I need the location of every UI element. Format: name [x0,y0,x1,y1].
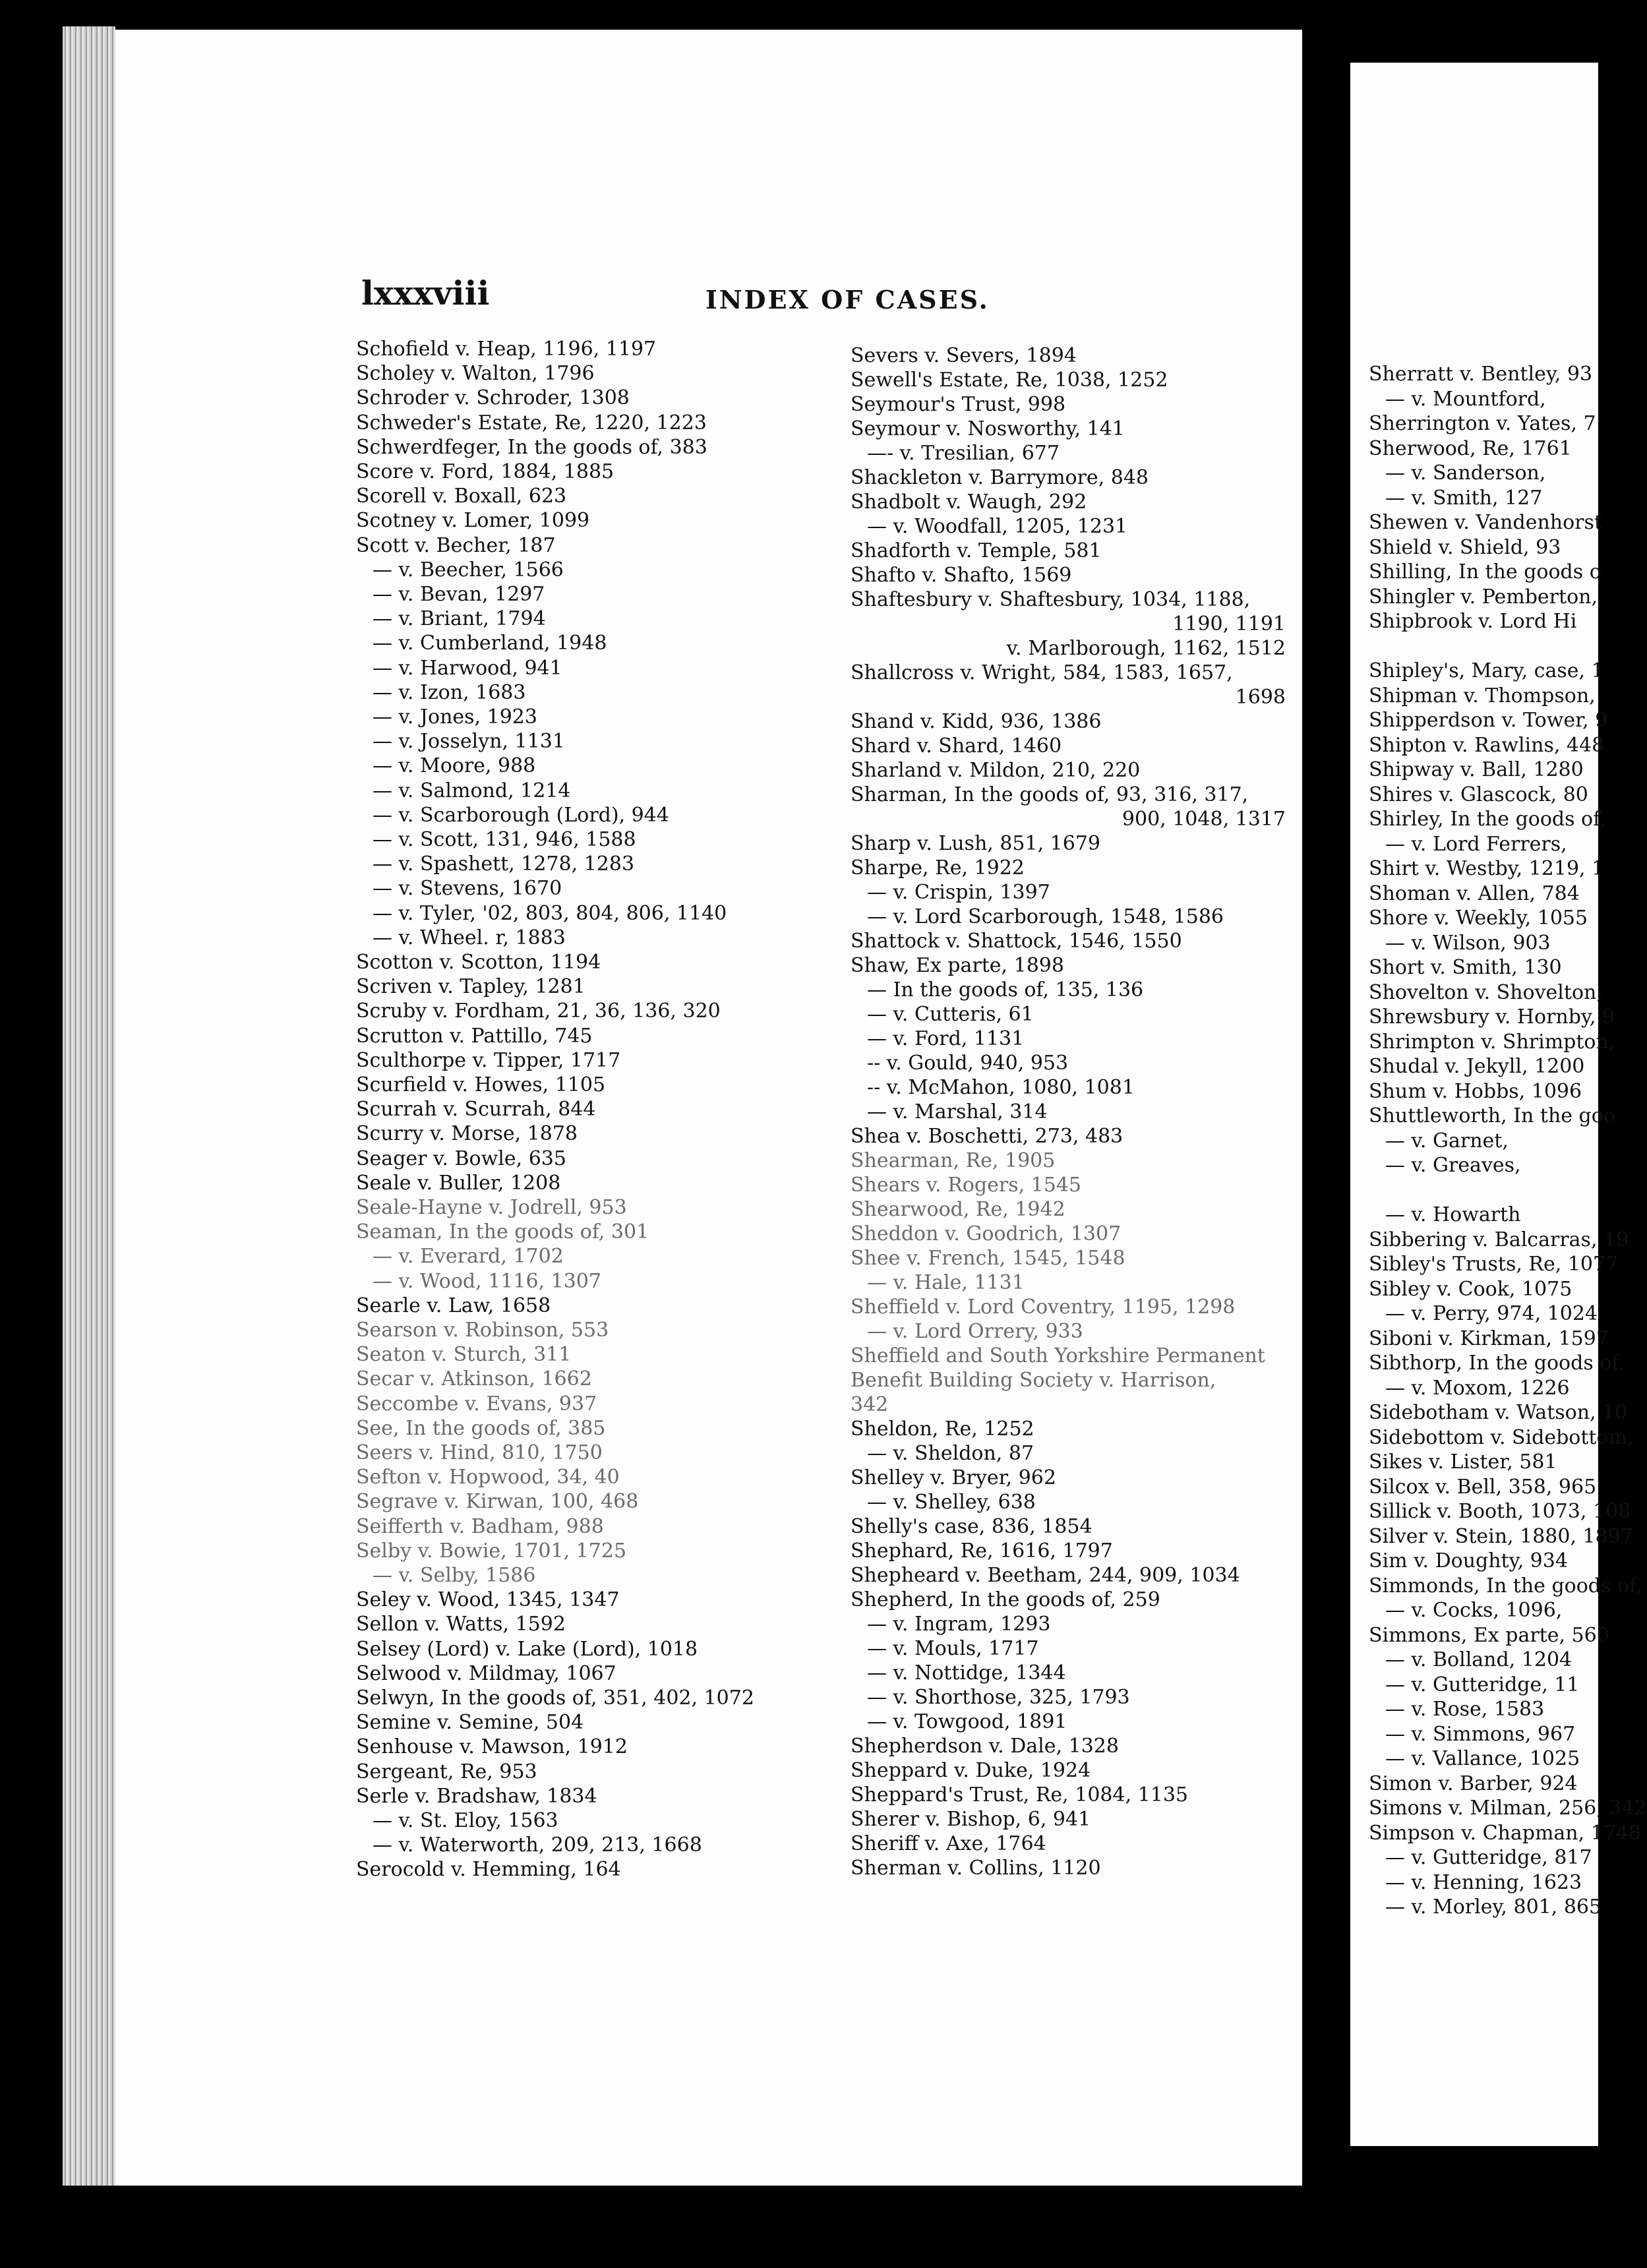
index-entry: Shand v. Kidd, 936, 1386 [851,710,1102,733]
index-entry: Shrimpton v. Shrimpton, [1369,1030,1615,1054]
index-entry: Shudal v. Jekyll, 1200 [1369,1055,1585,1078]
index-entry: Shears v. Rogers, 1545 [851,1174,1082,1197]
index-entry: — v. Perry, 974, 1024 [1385,1302,1598,1325]
index-entry: Seale v. Buller, 1208 [356,1171,561,1195]
index-entry: — v. Morley, 801, 865 [1385,1895,1602,1919]
index-entry: — v. Mountford, [1385,387,1546,411]
scan-border [0,2186,1598,2268]
index-entry: Shuttleworth, In the goo [1369,1104,1615,1127]
index-entry: Shipbrook v. Lord Hi [1369,610,1577,633]
index-entry: Sheffield and South Yorkshire Permanent [851,1344,1265,1367]
index-entry: Shipman v. Thompson, [1369,684,1596,707]
index-entry: Shum v. Hobbs, 1096 [1369,1079,1582,1103]
index-entry: — v. Towgood, 1891 [867,1710,1067,1733]
index-entry: Sibthorp, In the goods of, [1369,1352,1625,1375]
index-entry: Shepheard v. Beetham, 244, 909, 1034 [851,1564,1240,1587]
index-entry: — v. Bolland, 1204 [1385,1648,1572,1671]
index-entry: — v. Smith, 127 [1385,486,1543,510]
index-entry: — v. St. Eloy, 1563 [373,1809,558,1832]
index-entry: Scurfield v. Howes, 1105 [356,1073,606,1096]
index-entry: Sewell's Estate, Re, 1038, 1252 [851,369,1168,392]
index-entry: Shard v. Shard, 1460 [851,734,1062,758]
index-entry: — v. Lord Scarborough, 1548, 1586 [867,905,1224,928]
index-entry: Shelly's case, 836, 1854 [851,1515,1093,1538]
index-entry: Sheppard's Trust, Re, 1084, 1135 [851,1783,1189,1806]
index-entry: Scotton v. Scotton, 1194 [356,951,601,974]
index-entry: Shore v. Weekly, 1055 [1369,907,1588,930]
index-entry: Scorell v. Boxall, 623 [356,485,567,508]
index-entry: — v. Tyler, '02, 803, 804, 806, 1140 [373,901,727,925]
index-entry: Simmonds, In the goods of, [1369,1574,1642,1597]
index-entry: Semine v. Semine, 504 [356,1711,584,1735]
index-entry: Shafto v. Shafto, 1569 [851,564,1072,587]
index-entry: — v. Mouls, 1717 [867,1637,1039,1660]
index-entry: Severs v. Severs, 1894 [851,344,1077,367]
index-entry: Sharpe, Re, 1922 [851,856,1025,880]
index-entry: — v. Gutteridge, 11 [1385,1673,1580,1696]
index-entry: Schweder's Estate, Re, 1220, 1223 [356,411,707,434]
index-entry: Sheffield v. Lord Coventry, 1195, 1298 [851,1296,1236,1319]
index-entry: Simpson v. Chapman, 1748 [1369,1821,1642,1845]
index-entry: Searle v. Law, 1658 [356,1294,551,1317]
index-entry: Scurrah v. Scurrah, 844 [356,1098,596,1121]
index-entry: — v. Howarth [1385,1203,1521,1226]
index-entry: Schofield v. Heap, 1196, 1197 [356,338,657,361]
index-entry: Shee v. French, 1545, 1548 [851,1247,1125,1270]
index-entry: — v. Selby, 1586 [373,1564,536,1587]
index-entry: Shearwood, Re, 1942 [851,1198,1065,1221]
index-entry: Shallcross v. Wright, 584, 1583, 1657, [851,661,1233,684]
index-entry: Seymour v. Nosworthy, 141 [851,417,1125,440]
index-entry: Shelley v. Bryer, 962 [851,1466,1056,1489]
index-entry: Shires v. Glascock, 80 [1369,783,1588,806]
index-entry: Sculthorpe v. Tipper, 1717 [356,1048,621,1072]
index-entry: Silcox v. Bell, 358, 965 [1369,1475,1597,1499]
index-entry: Seaton v. Sturch, 311 [356,1343,572,1367]
index-entry: Shingler v. Pemberton, [1369,585,1598,609]
index-entry: — v. Cocks, 1096, [1385,1599,1563,1622]
index-entry: — v. Harwood, 941 [373,656,562,680]
index-entry: — v. Wheel. r, 1883 [373,926,566,949]
index-entry: Short v. Smith, 130 [1369,956,1562,979]
index-entry: Score v. Ford, 1884, 1885 [356,460,614,483]
index-entry: Seale-Hayne v. Jodrell, 953 [356,1196,627,1219]
index-entry: Scotney v. Lomer, 1099 [356,509,590,533]
index-entry: Scurry v. Morse, 1878 [356,1122,578,1146]
index-entry: — v. Marshal, 314 [867,1100,1048,1123]
index-entry: Scriven v. Tapley, 1281 [356,975,585,999]
index-entry: — v. Wilson, 903 [1385,931,1551,955]
index-entry: — v. Stevens, 1670 [373,877,562,901]
index-entry: Sidebotham v. Watson, 10 [1369,1401,1628,1424]
index-entry: Sefton v. Hopwood, 34, 40 [356,1466,620,1489]
index-entry: Sim v. Doughty, 934 [1369,1549,1568,1572]
index-entry: Secar v. Atkinson, 1662 [356,1367,592,1391]
index-entry: Sheddon v. Goodrich, 1307 [851,1222,1122,1245]
index-entry: Sheldon, Re, 1252 [851,1418,1034,1441]
index-entry: Sharland v. Mildon, 210, 220 [851,759,1141,782]
index-entry: Segrave v. Kirwan, 100, 468 [356,1490,639,1514]
index-entry: Schwerdfeger, In the goods of, 383 [356,435,707,459]
index-entry: Shepherdson v. Dale, 1328 [851,1735,1119,1758]
adjacent-page [1350,63,1647,2146]
index-entry: — v. Lord Orrery, 933 [867,1320,1083,1343]
index-entry: — v. Garnet, [1385,1129,1509,1152]
index-page [115,30,1302,2186]
index-entry: Simons v. Milman, 256, 342 [1369,1797,1647,1820]
index-entry: — v. Gutteridge, 817 [1385,1846,1592,1869]
index-entry: Seers v. Hind, 810, 1750 [356,1441,603,1464]
index-entry: — v. Bevan, 1297 [373,583,545,606]
index-entry: Shewen v. Vandenhorst [1369,511,1602,534]
index-entry: Shaw, Ex parte, 1898 [851,954,1064,977]
index-entry: -- v. McMahon, 1080, 1081 [867,1076,1135,1099]
index-entry: Selwood v. Mildmay, 1067 [356,1661,616,1685]
index-entry: Benefit Building Society v. Harrison, [851,1369,1216,1392]
index-entry: — v. Jones, 1923 [373,705,537,729]
index-entry: Searson v. Robinson, 553 [356,1319,609,1342]
index-entry: Shackleton v. Barrymore, 848 [851,466,1149,489]
index-entry: Shipton v. Rawlins, 448 [1369,733,1605,757]
index-entry: — v. Vallance, 1025 [1385,1747,1580,1770]
index-entry: Shea v. Boschetti, 273, 483 [851,1125,1123,1148]
index-entry: Sheriff v. Axe, 1764 [851,1832,1046,1855]
index-entry: — v. Everard, 1702 [373,1245,564,1268]
index-entry: Shovelton v. Shovelton, [1369,980,1603,1004]
index-entry: 1698 [1235,686,1286,709]
index-entry: — v. Briant, 1794 [373,607,546,631]
index-entry: Scrutton v. Pattillo, 745 [356,1024,593,1048]
index-entry: Sidebottom v. Sidebottom, [1369,1425,1634,1449]
index-entry: — v. Cumberland, 1948 [373,632,607,655]
index-entry: — v. Ford, 1131 [867,1027,1025,1050]
index-entry: v. Marlborough, 1162, 1512 [1006,637,1286,660]
index-entry: Serocold v. Hemming, 164 [356,1858,621,1882]
index-entry: — v. Cutteris, 61 [867,1003,1034,1026]
index-entry: — v. Moxom, 1226 [1385,1376,1570,1400]
index-entry: — v. Shorthose, 325, 1793 [867,1686,1130,1709]
index-entry: Shrewsbury v. Hornby, 9 [1369,1005,1615,1029]
index-entry: Shearman, Re, 1905 [851,1149,1056,1172]
index-entry: — v. Hale, 1131 [867,1271,1025,1294]
index-entry: Simmons, Ex parte, 560 [1369,1623,1609,1647]
index-entry: Sellon v. Watts, 1592 [356,1613,566,1636]
index-entry: Shaftesbury v. Shaftesbury, 1034, 1188, [851,588,1251,611]
index-entry: Siboni v. Kirkman, 1597 [1369,1327,1609,1350]
index-entry: Shepherd, In the goods of, 259 [851,1588,1160,1611]
index-entry: Sergeant, Re, 953 [356,1760,537,1783]
index-entry: Sheppard v. Duke, 1924 [851,1759,1091,1782]
index-entry: Simon v. Barber, 924 [1369,1772,1578,1795]
index-entry: Sibley v. Cook, 1075 [1369,1277,1572,1301]
index-entry: 342 [851,1393,889,1416]
index-entry: Seccombe v. Evans, 937 [356,1392,597,1416]
index-entry: Schroder v. Schroder, 1308 [356,386,630,410]
index-entry: Sherratt v. Bentley, 93 [1369,363,1593,386]
index-entry: — v. Nottidge, 1344 [867,1661,1066,1685]
index-entry: Sharman, In the goods of, 93, 316, 317, [851,783,1249,806]
index-entry: — In the goods of, 135, 136 [867,978,1144,1001]
index-entry: — v. Rose, 1583 [1385,1698,1545,1721]
index-entry: Shadforth v. Temple, 581 [851,539,1102,562]
index-entry: — v. Henning, 1623 [1385,1870,1582,1894]
index-entry: Sikes v. Lister, 581 [1369,1450,1557,1474]
index-entry: Scruby v. Fordham, 21, 36, 136, 320 [356,1000,721,1023]
index-entry: Shield v. Shield, 93 [1369,535,1561,559]
page-title: INDEX OF CASES. [705,285,990,314]
index-entry: —- v. Tresilian, 677 [867,442,1060,465]
index-entry: — v. Scott, 131, 946, 1588 [373,828,636,851]
page-folio: lxxxviii [361,274,490,313]
index-entry: Sibley's Trusts, Re, 1077 [1369,1253,1619,1276]
index-entry: — v. Sanderson, [1385,462,1546,485]
index-entry: Shipley's, Mary, case, 1 [1369,659,1604,682]
index-entry: — v. Shelley, 638 [867,1491,1036,1514]
index-entry: Selby v. Bowie, 1701, 1725 [356,1539,627,1563]
index-entry: Sibbering v. Balcarras, 19 [1369,1228,1629,1251]
index-entry: Shirt v. Westby, 1219, 1 [1369,857,1605,880]
index-entry: Serle v. Bradshaw, 1834 [356,1784,597,1808]
index-entry: — v. Beecher, 1566 [373,558,564,582]
index-entry: Scott v. Becher, 187 [356,533,556,557]
index-entry: — v. Spashett, 1278, 1283 [373,852,635,876]
index-entry: Shipway v. Ball, 1280 [1369,758,1584,781]
index-entry: Shattock v. Shattock, 1546, 1550 [851,930,1182,953]
index-entry: Sherer v. Bishop, 6, 941 [851,1808,1091,1831]
index-entry: Seaman, In the goods of, 301 [356,1220,649,1244]
index-entry: — v. Lord Ferrers, [1385,832,1567,856]
index-entry: — v. Woodfall, 1205, 1231 [867,515,1128,538]
index-entry: — v. Moore, 988 [373,754,536,778]
index-entry: Silver v. Stein, 1880, 1897 [1369,1524,1633,1548]
index-entry: 900, 1048, 1317 [1122,808,1286,831]
index-entry: Shephard, Re, 1616, 1797 [851,1539,1113,1563]
index-entry: Shoman v. Allen, 784 [1369,881,1580,905]
index-entry: — v. Sheldon, 87 [867,1442,1034,1465]
index-entry: -- v. Gould, 940, 953 [867,1052,1069,1075]
index-entry: Selwyn, In the goods of, 351, 402, 1072 [356,1686,754,1710]
index-entry: Selsey (Lord) v. Lake (Lord), 1018 [356,1637,698,1661]
index-entry: Sherrington v. Yates, 7 [1369,412,1596,435]
index-entry: 1190, 1191 [1172,612,1286,636]
index-entry: Shadbolt v. Waugh, 292 [851,491,1087,514]
index-entry: — v. Waterworth, 209, 213, 1668 [373,1834,702,1857]
book-spine-edge [63,26,115,2186]
index-entry: Sillick v. Booth, 1073, 108 [1369,1500,1631,1523]
index-entry: — v. Josselyn, 1131 [373,730,565,754]
index-entry: — v. Izon, 1683 [373,680,526,704]
index-entry: Seager v. Bowle, 635 [356,1147,566,1170]
index-entry: Seymour's Trust, 998 [851,393,1066,416]
index-entry: — v. Salmond, 1214 [373,779,571,802]
index-entry: — v. Greaves, [1385,1154,1521,1177]
index-entry: Sherwood, Re, 1761 [1369,436,1572,460]
index-entry: Sherman v. Collins, 1120 [851,1857,1101,1880]
index-entry: — v. Ingram, 1293 [867,1613,1051,1636]
index-entry: Shilling, In the goods o [1369,560,1602,583]
index-entry: — v. Scarborough (Lord), 944 [373,803,669,827]
index-entry: Shipperdson v. Tower, 9 [1369,709,1608,732]
index-entry: See, In the goods of, 385 [356,1416,606,1440]
index-entry: Senhouse v. Mawson, 1912 [356,1735,628,1759]
index-entry: — v. Crispin, 1397 [867,881,1050,904]
index-entry: — v. Simmons, 967 [1385,1722,1576,1746]
index-entry: — v. Wood, 1116, 1307 [373,1269,601,1293]
index-entry: Sharp v. Lush, 851, 1679 [851,832,1101,855]
index-entry: Scholey v. Walton, 1796 [356,362,595,386]
index-entry: Seley v. Wood, 1345, 1347 [356,1588,620,1612]
index-entry: Seifferth v. Badham, 988 [356,1514,604,1538]
index-entry: Shirley, In the goods of, [1369,808,1606,831]
